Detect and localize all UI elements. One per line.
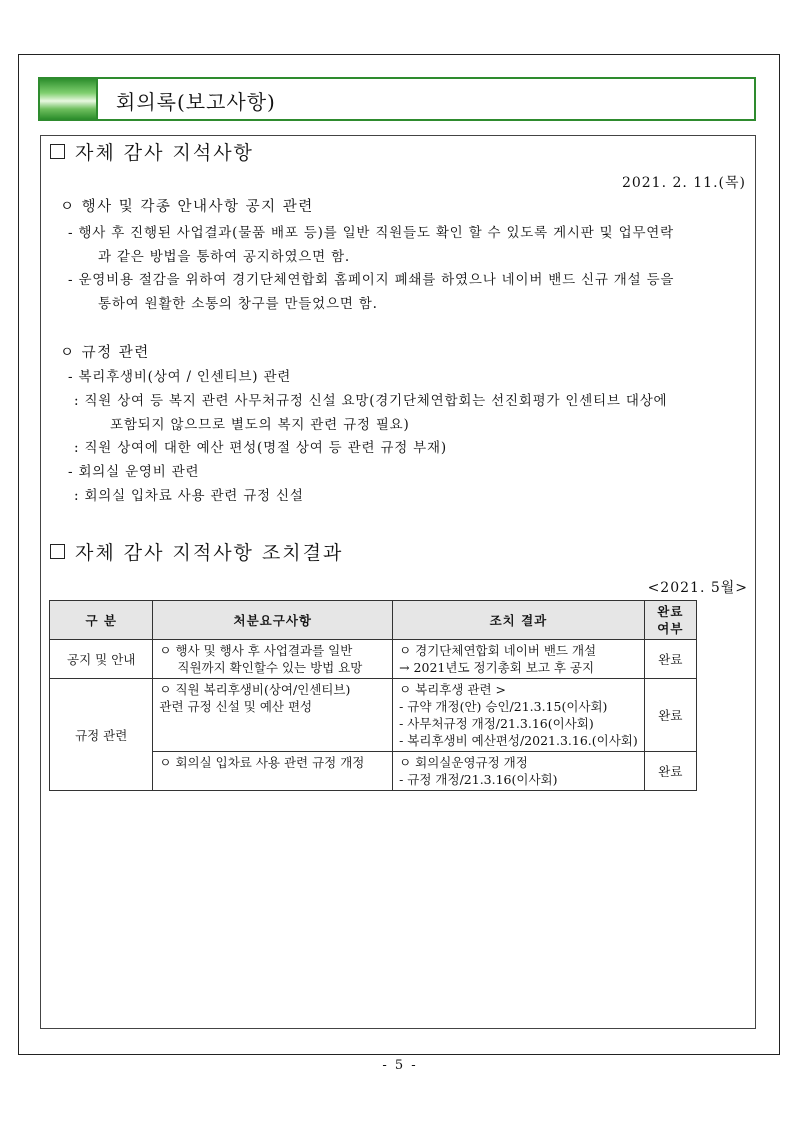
row-category: 공지 및 안내	[50, 640, 153, 679]
row-result	[393, 640, 645, 679]
checkbox-icon	[50, 144, 65, 159]
row-result	[393, 679, 645, 752]
section1-heading	[50, 138, 254, 165]
section1-heading-text: 자체 감사 지석사항	[75, 142, 254, 164]
header-done-line2: 여부	[657, 621, 684, 636]
checkbox-icon	[50, 544, 65, 559]
item1-title: ㅇ 행사 및 각종 안내사항 공지 관련	[60, 199, 314, 215]
title-divider	[96, 79, 98, 119]
item1-line1b: 과 같은 방법을 통하여 공지하였으면 함.	[98, 249, 351, 265]
page-number: - 5 -	[382, 1058, 418, 1073]
row-result	[393, 752, 645, 791]
request-line: ㅇ 행사 및 행사 후 사업결과를 일반	[159, 643, 353, 658]
request-line: 관련 규정 신설 및 예산 편성	[159, 699, 313, 714]
title-bar	[38, 77, 756, 121]
item1-line2: - 운영비용 절감을 위하여 경기단체연합회 홈페이지 폐쇄를 하였으나 네이버 밴드 신규 개설 등을	[68, 272, 675, 288]
request-line: 직원까지 확인할수 있는 방법 요망	[177, 660, 363, 675]
row-done: 완료	[644, 752, 696, 791]
row-category: 규정 관련	[50, 679, 153, 791]
page-title: 회의록(보고사항)	[116, 90, 276, 114]
item2-line4: - 회의실 운영비 관련	[68, 464, 200, 480]
header-request: 처분요구사항	[153, 601, 393, 640]
table-row	[50, 679, 697, 752]
row-done: 완료	[644, 640, 696, 679]
header-category: 구 분	[50, 601, 153, 640]
title-green-block	[40, 79, 96, 119]
item2-line5: : 회의실 입차료 사용 관련 규정 신설	[74, 488, 304, 504]
result-line: - 규정 개정/21.3.16(이사회)	[399, 772, 558, 787]
header-result: 조치 결과	[393, 601, 645, 640]
request-line: ㅇ 회의실 입차료 사용 관련 규정 개정	[159, 755, 365, 770]
item2-line1: - 복리후생비(상여 / 인센티브) 관련	[68, 369, 292, 385]
result-line: - 규약 개정(안) 승인/21.3.15(이사회)	[399, 699, 608, 714]
table-header-row	[50, 601, 697, 640]
request-line: ㅇ 직원 복리후생비(상여/인센티브)	[159, 682, 351, 697]
result-line: ㅇ 복리후생 관련 >	[399, 682, 507, 697]
section2-heading	[50, 538, 343, 565]
row-done: 완료	[644, 679, 696, 752]
item2-line3: : 직원 상여에 대한 예산 편성(명절 상여 등 관련 규정 부재)	[74, 440, 447, 456]
item2-line2b: 포함되지 않으므로 별도의 복지 관련 규정 필요)	[110, 417, 410, 433]
result-line: ㅇ 회의실운영규정 개정	[399, 755, 528, 770]
item1-line2b: 통하여 원활한 소통의 창구를 만들었으면 함.	[98, 296, 378, 312]
row-request	[153, 752, 393, 791]
item1-line1: - 행사 후 진행된 사업결과(물품 배포 등)를 일반 직원들도 확인 할 수 있도록 게시판 및 업무연락	[68, 225, 674, 241]
item2-title: ㅇ 규정 관련	[60, 345, 150, 361]
result-line: ㅇ 경기단체연합회 네이버 밴드 개설	[399, 643, 597, 658]
result-line: - 사무처규정 개정/21.3.16(이사회)	[399, 716, 594, 731]
header-done	[644, 601, 696, 640]
result-line: - 복리후생비 예산편성/2021.3.16.(이사회)	[399, 733, 638, 748]
row-request	[153, 679, 393, 752]
header-done-line1: 완료	[657, 604, 684, 619]
table-row	[50, 640, 697, 679]
result-line: → 2021년도 정기총회 보고 후 공지	[399, 660, 595, 675]
section2-date: <2021. 5월>	[647, 580, 748, 596]
section1-date: 2021. 2. 11.(목)	[621, 175, 746, 191]
row-request	[153, 640, 393, 679]
section2-heading-text: 자체 감사 지적사항 조치결과	[75, 542, 344, 564]
item2-line2: : 직원 상여 등 복지 관련 사무처규정 신설 요망(경기단체연합회는 선진회평가 인센티브 대상에	[74, 393, 668, 409]
result-table	[49, 600, 697, 791]
